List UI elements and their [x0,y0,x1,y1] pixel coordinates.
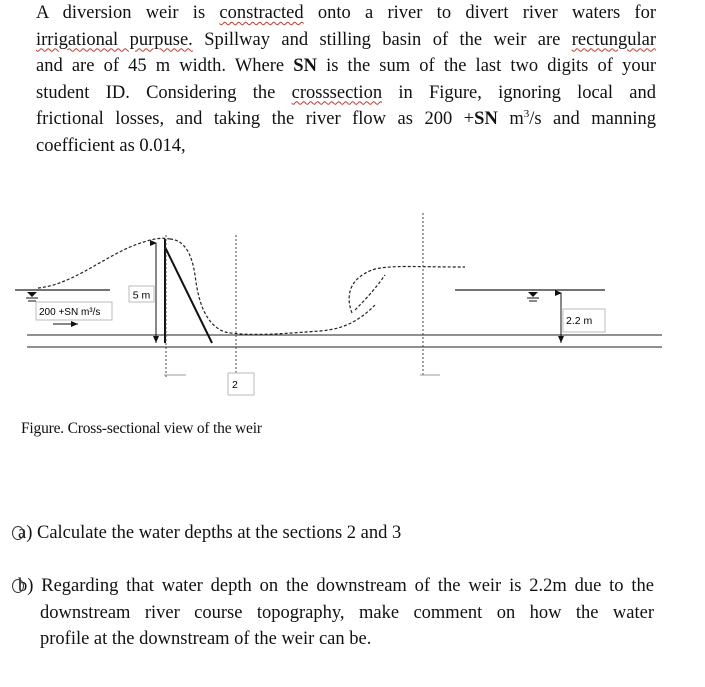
problem-line-1: A diversion weir is constracted onto a river to divert river waters for [36,3,656,23]
question-b [18,573,658,653]
flow-label: 200 +SN m³/s [39,307,101,318]
misspelled-word: rectungular [571,29,656,50]
weir-downstream-face [165,247,212,343]
problem-line-3: and are of 45 m width. Where SN is the sum of the last two digits of your [36,56,656,76]
question-b-line-2: downstream river course topography, make comment on how the water [40,602,654,623]
weir-cross-section-figure [0,195,705,415]
figure-caption: Figure. Cross-sectional view of the weir [21,420,262,437]
upstream-water-symbol [26,292,38,301]
problem-line-4: student ID. Considering the crosssection in Figure, ignoring local and [36,82,656,103]
question-b-line-3: profile at the downstream of the weir can be. [40,629,372,649]
water-profile-upstream [38,238,170,288]
misspelled-word: crosssection [291,82,383,103]
downstream-depth-label: 2.2 m [566,315,593,327]
question-a [18,520,401,547]
question-b-line-1: b) Regarding that water depth on the downstream of the weir is 2.2m due to the [18,576,654,596]
section-2-label: 2 [232,379,238,391]
list-bullet [12,579,24,593]
problem-line-5: frictional losses, and taking the river flow as 200 +SN $m^3/s$ and manning [36,107,657,129]
question-a-text: a) Calculate the water depths at the sections 2 and 3 [18,523,402,543]
jump-roller [355,275,385,310]
height-label: 5 m [132,289,151,302]
list-bullet [12,526,24,540]
hydraulic-jump-profile [349,267,465,314]
problem-line-6: coefficient as 0.014, [36,135,186,156]
misspelled-word: irrigational purpuse. [36,29,193,50]
misspelled-word: constracted [219,3,304,23]
problem-line-2: irrigational purpuse. Spillway and stilling basin of the weir are rectungular [36,29,656,50]
downstream-water-symbol [527,292,539,301]
problem-statement [36,0,656,159]
